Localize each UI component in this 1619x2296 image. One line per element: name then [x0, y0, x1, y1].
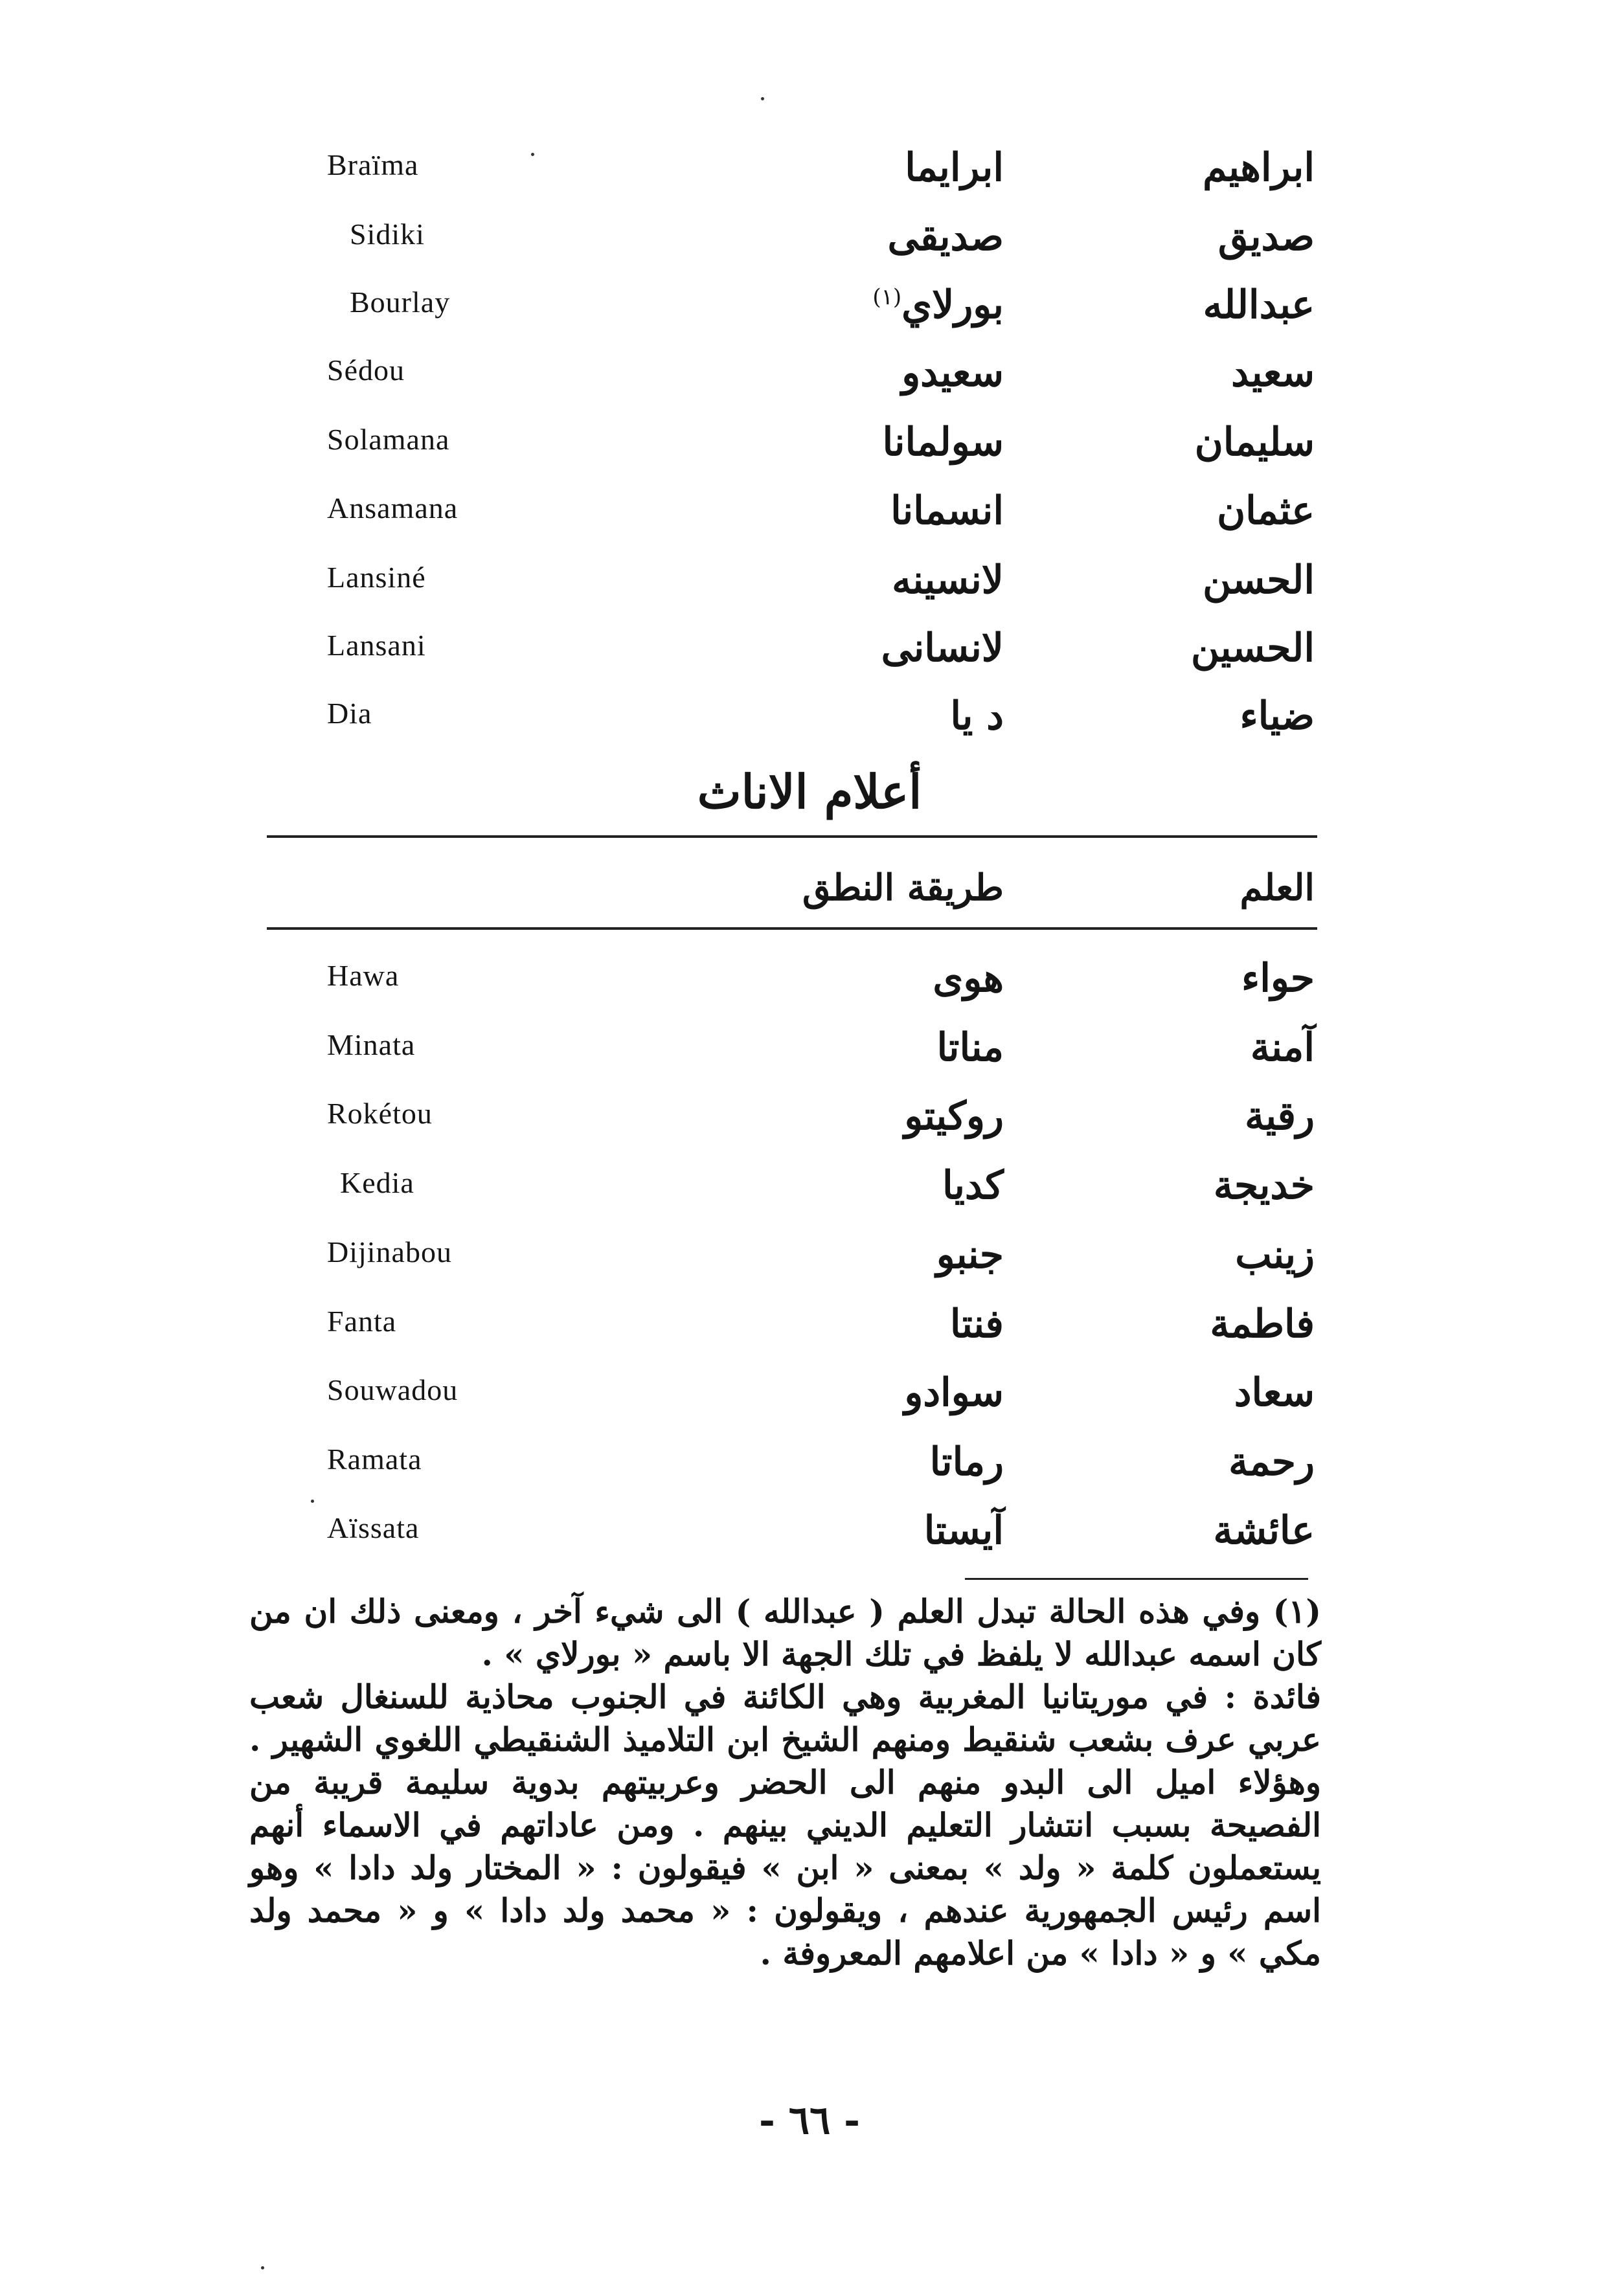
name-row: [0, 1301, 1619, 1369]
name-row: [0, 1370, 1619, 1437]
arabic-name: عثمان: [1217, 488, 1315, 534]
pronunciation: فنتا: [949, 1301, 1004, 1347]
footnote-rule: [965, 1578, 1308, 1580]
column-header-pronunciation: طريقة النطق: [802, 866, 1004, 909]
name-row: [0, 350, 1619, 418]
latin-name: Sédou: [327, 354, 405, 387]
arabic-name: الحسين: [1191, 625, 1315, 671]
footnote: [249, 1590, 1321, 1975]
name-row: [0, 625, 1619, 693]
latin-name: Rokétou: [327, 1097, 433, 1130]
pronunciation: سعيدو: [901, 350, 1004, 396]
pronunciation: لانسينه: [892, 557, 1004, 603]
latin-name: Souwadou: [327, 1373, 459, 1406]
arabic-name: عائشة: [1213, 1508, 1315, 1553]
name-row: [0, 1232, 1619, 1300]
table-header-rule: [267, 927, 1317, 930]
arabic-name: الحسن: [1203, 557, 1315, 603]
name-row: [0, 422, 1619, 487]
latin-name: Dijinabou: [327, 1235, 452, 1268]
pronunciation: آيستا: [923, 1508, 1004, 1553]
scan-speck: [311, 1500, 314, 1503]
latin-name: Fanta: [327, 1305, 397, 1338]
scan-speck: [761, 97, 764, 100]
name-row: [0, 958, 1619, 1023]
pronunciation: رماتا: [929, 1439, 1004, 1485]
pronunciation: سوادو: [904, 1370, 1004, 1415]
name-row: [0, 1025, 1619, 1092]
arabic-name: ضياء: [1240, 693, 1315, 739]
arabic-name: رحمة: [1228, 1439, 1315, 1485]
name-row: [0, 1508, 1619, 1575]
section-title: أعلام الاناث: [697, 764, 922, 819]
latin-name: Kedia: [340, 1166, 414, 1199]
arabic-name: سعيد: [1231, 350, 1315, 396]
latin-name: Hawa: [327, 959, 400, 992]
pronunciation: لانسانى: [881, 625, 1004, 671]
name-row: [0, 1096, 1619, 1161]
latin-name: Sidiki: [350, 218, 425, 251]
name-row: [0, 557, 1619, 625]
arabic-name: خديجة: [1213, 1163, 1315, 1208]
scan-speck: [531, 153, 534, 156]
table-top-rule: [267, 835, 1317, 838]
latin-name: Solamana: [327, 423, 450, 456]
column-header-name: العلم: [1240, 866, 1315, 909]
arabic-name: آمنة: [1250, 1025, 1315, 1070]
pronunciation: انسمانا: [890, 488, 1004, 534]
latin-name: Lansiné: [327, 561, 426, 594]
latin-name: Ramata: [327, 1443, 422, 1476]
pronunciation: صديقى: [887, 214, 1004, 260]
name-row: [0, 693, 1619, 761]
footnote-paragraph: فائدة : في موريتانيا المغربية وهي الكائنة في الجنوب محاذية للسنغال شعب عربي عرف بشعب شنقيط ومنهم الشيخ ابن التلاميذ الشنقيطي اللغوي الشهير . وهؤلاء اميل الى البدو منهم الى الحضر وعربيتهم بدوية سليمة قريبة من الفصيحة بسبب انتشار التعليم الديني بينهم . ومن عاداتهم في الاسماء أنهم يستعملون كلمة « ولد » بمعنى « ابن » فيقولون : « المختار ولد دادا » وهو اسم رئيس الجمهورية عندهم ، ويقولون : « محمد ولد دادا » و « محمد ولد مكي » و « دادا » من اعلامهم المعروفة .: [249, 1678, 1321, 1972]
name-row: [0, 282, 1619, 350]
pronunciation: روكيتو: [904, 1094, 1004, 1139]
arabic-name: صديق: [1217, 214, 1315, 260]
arabic-name: حواء: [1241, 956, 1315, 1001]
pronunciation: ابرايما: [905, 145, 1004, 190]
scan-speck: [261, 2266, 264, 2269]
name-row: [0, 1165, 1619, 1230]
latin-name: Lansani: [327, 629, 426, 662]
page-number: - ٦٦ -: [758, 2098, 861, 2143]
latin-name: Dia: [327, 697, 372, 730]
name-row: [0, 145, 1619, 212]
arabic-name: رقية: [1245, 1094, 1315, 1139]
arabic-name: ابراهيم: [1203, 145, 1315, 190]
footnote-paragraph: (١) وفي هذه الحالة تبدل العلم ( عبدالله ) الى شيء آخر ، ومعنى ذلك ان من كان اسمه عبدالله لا يلفظ في تلك الجهة الا باسم « بورلاي » .: [249, 1592, 1321, 1673]
latin-name: Braïma: [327, 148, 419, 181]
name-row: [0, 214, 1619, 282]
pronunciation: هوى: [933, 956, 1004, 1001]
latin-name: Aïssata: [327, 1511, 420, 1544]
pronunciation: مناتا: [936, 1025, 1004, 1070]
latin-name: Minata: [327, 1028, 416, 1061]
pronunciation: [872, 282, 1004, 328]
name-row: [0, 488, 1619, 556]
pronunciation: جنبو: [936, 1232, 1004, 1277]
pronunciation: سولمانا: [882, 420, 1004, 465]
arabic-name: عبدالله: [1203, 282, 1315, 328]
arabic-name: سعاد: [1234, 1370, 1315, 1415]
latin-name: Bourlay: [350, 286, 451, 319]
pronunciation: د يا: [950, 693, 1004, 739]
arabic-name: زينب: [1235, 1232, 1315, 1277]
latin-name: Ansamana: [327, 491, 459, 524]
footnote-marker: (١): [872, 284, 902, 310]
arabic-name: فاطمة: [1210, 1301, 1315, 1347]
pronunciation-text: بورلاي: [901, 282, 1004, 328]
arabic-name: سليمان: [1194, 420, 1315, 465]
name-row: [0, 1439, 1619, 1507]
pronunciation: كديا: [942, 1163, 1004, 1208]
